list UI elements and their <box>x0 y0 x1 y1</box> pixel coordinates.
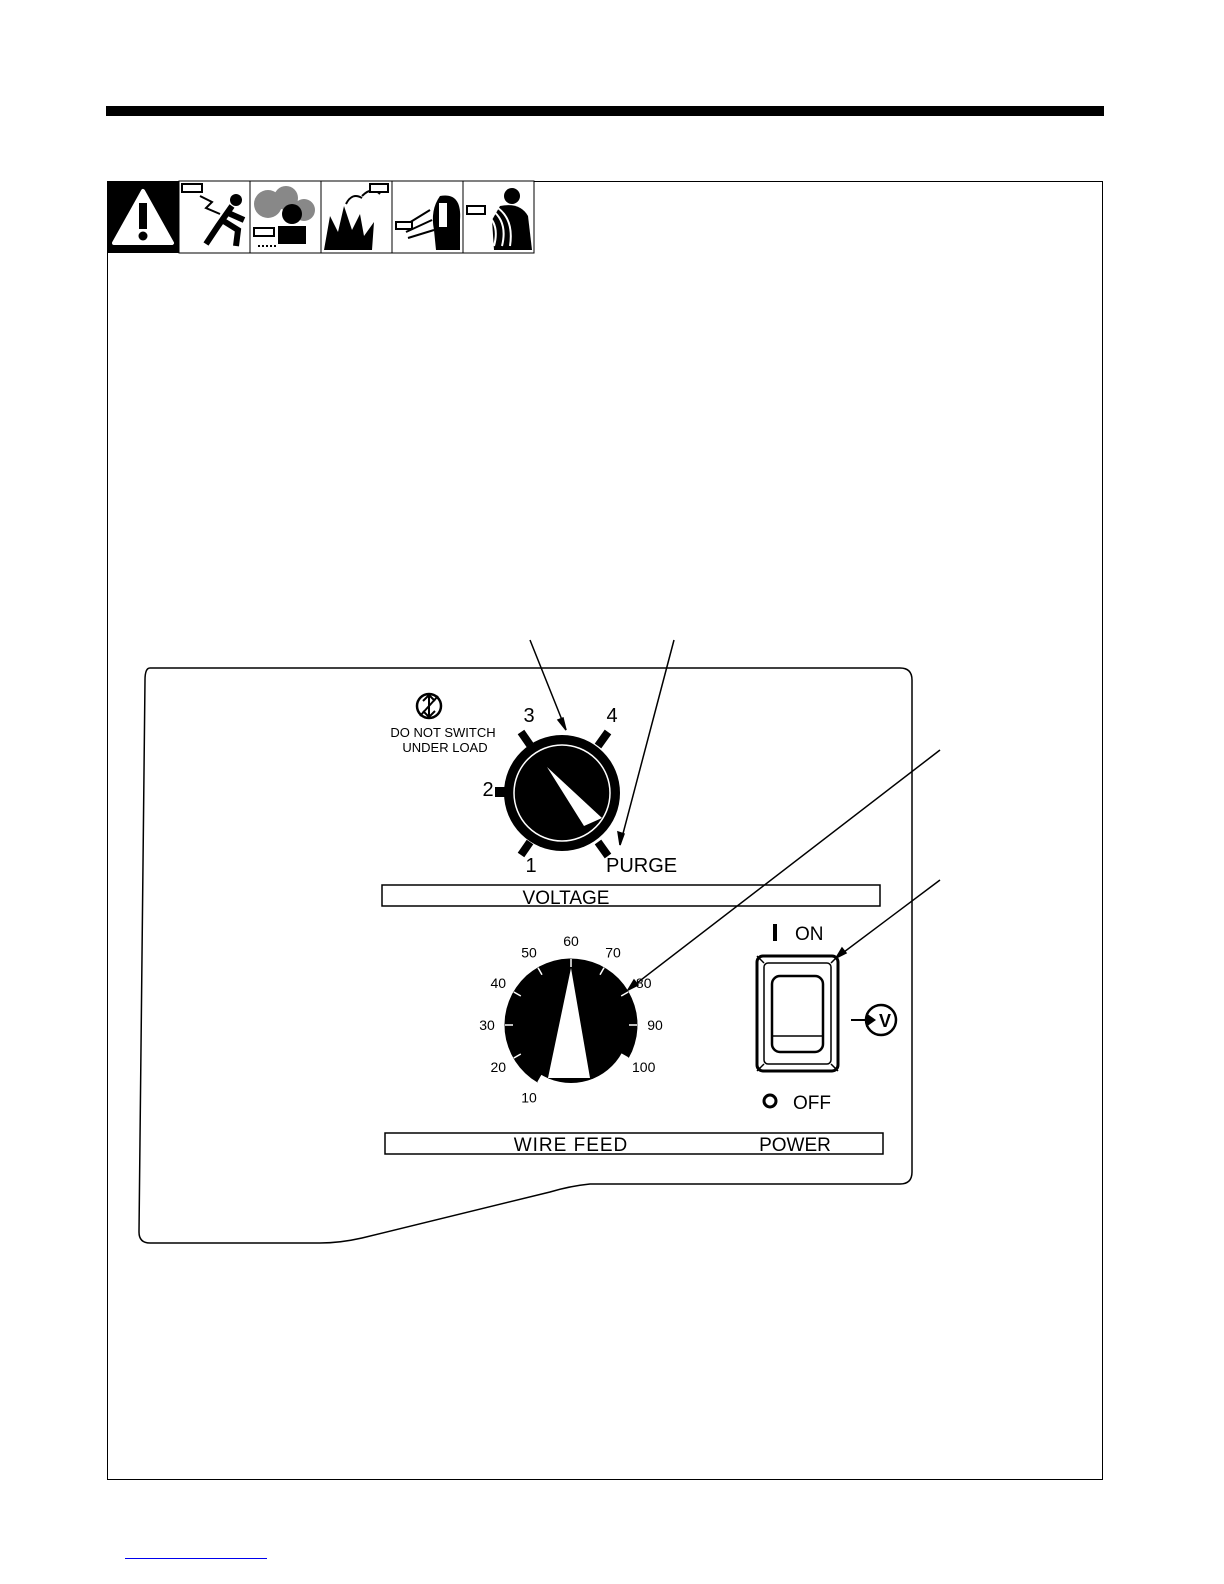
rocker-button[interactable] <box>772 976 823 1052</box>
caution-line-1: DO NOT SWITCH <box>390 725 496 740</box>
wire-feed-label: WIRE FEED <box>513 1135 629 1156</box>
wire-feed-tick-20: 20 <box>490 1059 507 1075</box>
wire-feed-tick-100: 100 <box>632 1059 656 1075</box>
wire-feed-tick-50: 50 <box>521 944 537 961</box>
wire-feed-tick-10: 10 <box>521 1089 537 1106</box>
caution-line-2: UNDER LOAD <box>402 740 488 755</box>
wire-feed-tick-60: 60 <box>563 933 579 949</box>
voltage-pos-3: 3 <box>523 705 535 727</box>
wire-feed-tick-30: 30 <box>479 1017 495 1033</box>
electric-shock-icon <box>179 181 250 253</box>
wire-feed-tick-70: 70 <box>605 944 621 961</box>
fire-explosion-icon <box>321 181 392 253</box>
wire-feed-dial[interactable] <box>479 933 663 1106</box>
voltage-sense-icon <box>851 1005 896 1035</box>
warning-icon-strip <box>107 181 534 253</box>
voltage-selector-switch[interactable] <box>482 705 677 877</box>
voltage-sense-letter: V <box>878 1011 892 1031</box>
voltage-pos-2: 2 <box>482 779 494 801</box>
hot-parts-icon <box>463 181 534 253</box>
voltage-label-bar <box>382 885 880 906</box>
wire-feed-tick-90: 90 <box>647 1017 663 1033</box>
power-on-label: ON <box>795 924 824 945</box>
off-symbol <box>764 1095 776 1107</box>
voltage-pos-purge: PURGE <box>606 855 678 877</box>
arc-rays-icon <box>392 181 463 253</box>
fumes-icon <box>250 181 321 253</box>
voltage-pos-4: 4 <box>606 705 618 727</box>
power-label: POWER <box>759 1135 831 1156</box>
wire-feed-tick-40: 40 <box>490 975 507 991</box>
power-off-label: OFF <box>793 1093 831 1114</box>
do-not-switch-caution <box>390 694 495 755</box>
power-switch[interactable] <box>757 924 838 1114</box>
wire-feed-tick-80: 80 <box>635 975 652 991</box>
voltage-pos-1: 1 <box>525 855 537 877</box>
voltage-label: VOLTAGE <box>522 888 610 909</box>
on-symbol <box>773 924 777 941</box>
